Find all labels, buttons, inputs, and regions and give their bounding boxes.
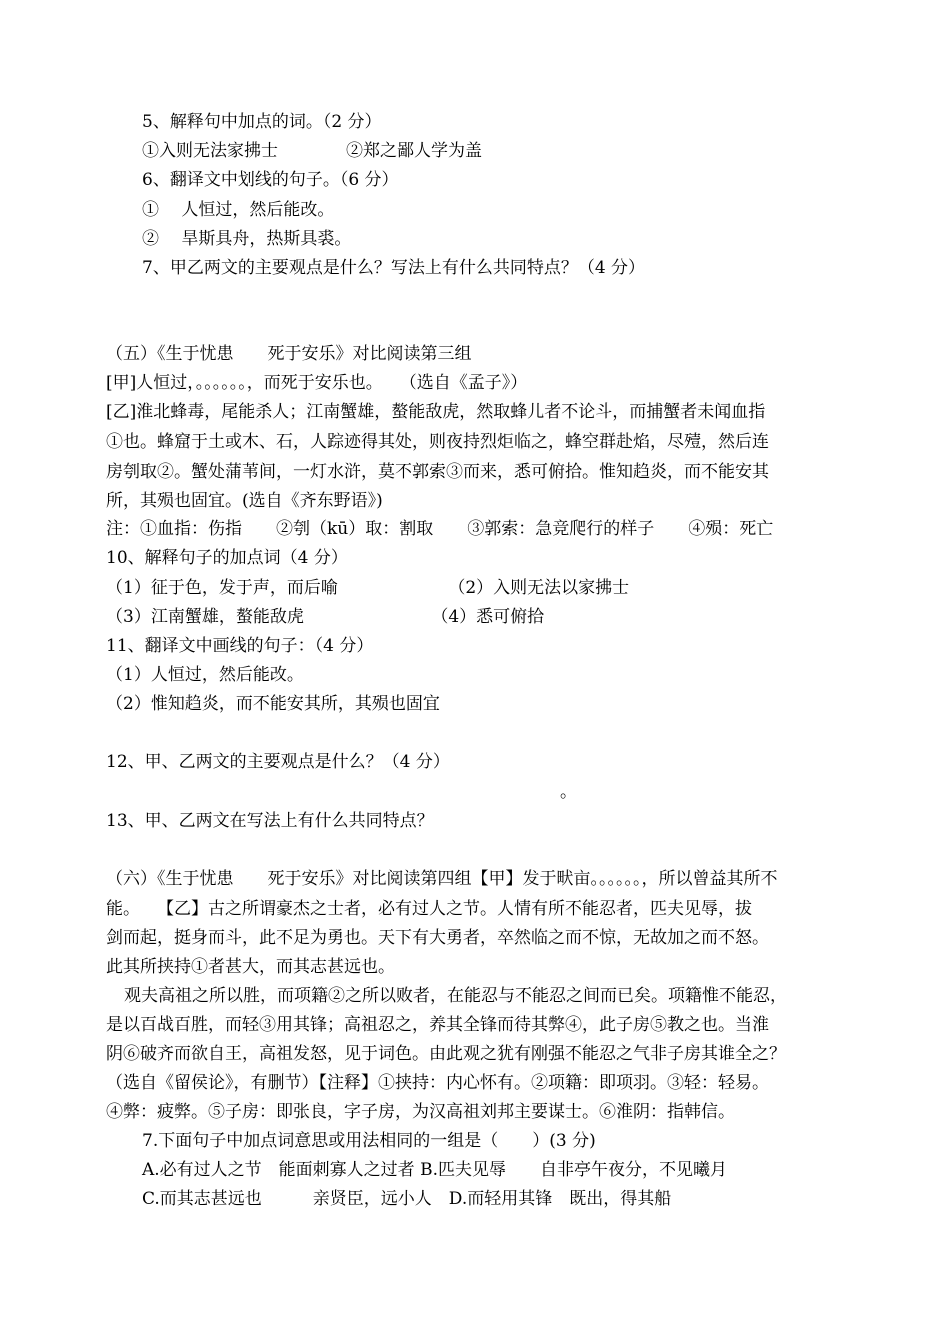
text-line-31: ④弊：疲弊。⑤子房：即张良，字子房，为汉高祖刘邦主要谋士。⑥淮阴：指韩信。 <box>106 1102 735 1122</box>
text-line-30: （选自《留侯论》，有删节）【注释】①挟持：内心怀有。②项籍：即项羽。③轻：轻易。 <box>106 1073 769 1093</box>
text-line-13: 注：①血指：伤指 ②刳（kū）取：割取 ③郭索：急竞爬行的样子 ④殒：死亡 <box>106 519 774 539</box>
text-line-1: 5、解释句中加点的词。（2 分） <box>142 112 382 132</box>
text-line-24: 能。 【乙】古之所谓豪杰之士者，必有过人之节。人情有所不能忍者，匹夫见辱，拔 <box>106 899 752 919</box>
text-line-17: 11、翻译文中画线的句子：（4 分） <box>106 636 374 656</box>
text-line-4: ① 人恒过，然后能改。 <box>142 200 335 220</box>
text-line-27: 观夫高祖之所以胜，而项籍②之所以败者，在能忍与不能忍之间而已矣。项籍惟不能忍， <box>124 986 787 1006</box>
text-line-12: 所，其殒也固宜。(选自《齐东野语》) <box>106 491 383 511</box>
text-line-9: [乙]淮北蜂毒，尾能杀人；江南蟹雄，螯能敌虎，然取蜂儿者不论斗，而捕蟹者未闻血指 <box>106 402 766 422</box>
text-line-6: 7、甲乙两文的主要观点是什么？写法上有什么共同特点？（4 分） <box>142 258 646 278</box>
text-line-8: [甲]人恒过，。。。。。。，而死于安乐也。 （选自《孟子》） <box>106 373 528 393</box>
text-line-29: 阴⑥破齐而欲自王，高祖发怒，见于词色。由此观之犹有刚强不能忍之气非子房其谁全之？ <box>106 1044 786 1064</box>
text-line-25: 剑而起，挺身而斗，此不足为勇也。天下有大勇者，卒然临之而不惊，无故加之而不怒。 <box>106 928 769 948</box>
text-line-2: ①入则无法家拂士 ②郑之鄙人学为盖 <box>142 141 482 161</box>
text-line-3: 6、翻译文中划线的句子。（6 分） <box>142 170 399 190</box>
text-line-21: 。 <box>560 782 577 802</box>
text-line-28: 是以百战百胜，而轻③用其锋；高祖忍之，养其全锋而待其弊④，此子房⑤教之也。当淮 <box>106 1015 769 1035</box>
text-line-18: （1）人恒过，然后能改。 <box>106 665 304 685</box>
text-line-5: ② 旱斯具舟，热斯具裘。 <box>142 229 352 249</box>
text-line-26: 此其所挟持①者甚大，而其志甚远也。 <box>106 957 395 977</box>
text-line-23: （六）《生于忧患 死于安乐》对比阅读第四组【甲】发于畎亩。。。。。。，所以曾益其所不 <box>106 869 778 889</box>
text-line-15: （1）征于色，发于声，而后喻 （2）入则无法以家拂士 <box>106 578 630 598</box>
text-line-16: （3）江南蟹雄，螯能敌虎 （4）悉可俯拾 <box>106 607 545 627</box>
text-line-33: A.必有过人之节 能面刺寡人之过者 B.匹夫见辱 自非亭午夜分，不见曦月 <box>142 1160 727 1180</box>
text-line-34: C.而其志甚远也 亲贤臣，远小人 D.而轻用其锋 既出，得其船 <box>142 1189 672 1209</box>
text-line-22: 13、甲、乙两文在写法上有什么共同特点？ <box>106 811 434 831</box>
text-line-32: 7.下面句子中加点词意思或用法相同的一组是（ ）(3 分) <box>142 1131 596 1151</box>
text-line-14: 10、解释句子的加点词（4 分） <box>106 548 348 568</box>
text-line-11: 房刳取②。蟹处蒲苇间，一灯水浒，莫不郭索③而来，悉可俯拾。惟知趋炎，而不能安其 <box>106 462 769 482</box>
text-line-7: （五）《生于忧患 死于安乐》对比阅读第三组 <box>106 344 472 364</box>
text-line-10: ①也。蜂窟于土或木、石，人踪迹得其处，则夜持烈炬临之，蜂空群赴焰，尽殪，然后连 <box>106 432 769 452</box>
text-line-19: （2）惟知趋炎，而不能安其所，其殒也固宜 <box>106 694 440 714</box>
text-line-20: 12、甲、乙两文的主要观点是什么？（4 分） <box>106 752 450 772</box>
